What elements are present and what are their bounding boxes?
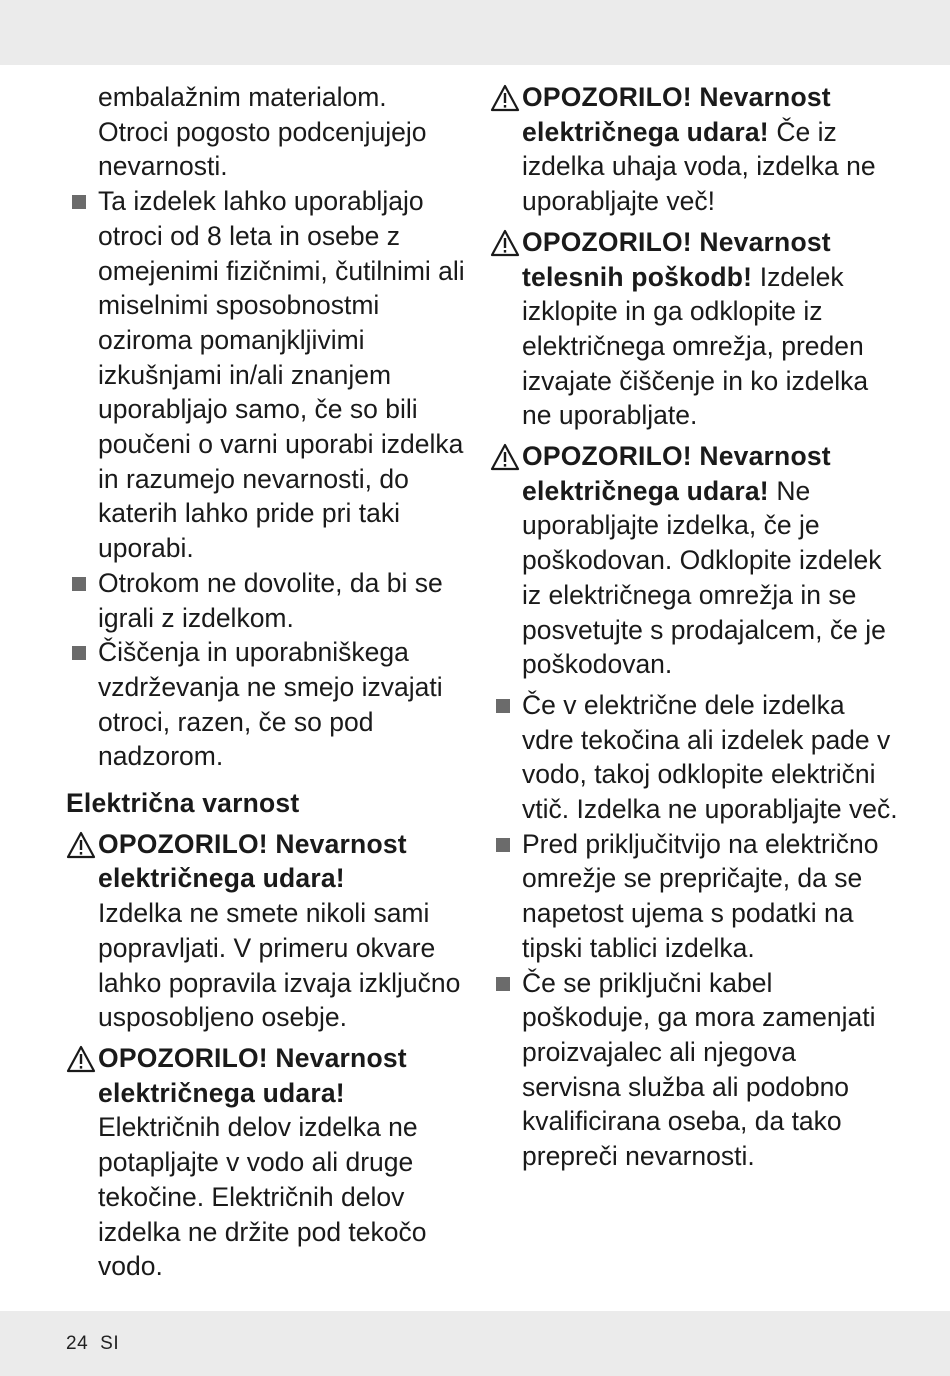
warning-block: [490, 225, 900, 433]
warning-triangle-icon: [490, 229, 520, 257]
section-heading: Električna varnost: [66, 788, 300, 819]
warning-text: Električnih delov izdelka ne potapljajte v vodo ali druge tekočine. Električnih delov izdelka ne držite pod tekočo vodo.: [98, 1112, 427, 1282]
warning-triangle-icon: [66, 1045, 96, 1073]
bullet-text: Če v električne dele izdelka vdre tekočina ali izdelek pade v vodo, takoj odklopite električni vtič. Izdelka ne uporabljajte več.: [522, 689, 898, 825]
square-bullet-icon: [496, 838, 510, 852]
bullet-text: Pred priključitvijo na električno omrežje se prepričajte, da se napetost ujema s podatki na tipski tablici izdelka.: [522, 828, 879, 963]
warning-text: Izdelek izklopite in ga odklopite iz električnega omrežja, preden izvajate čiščenje in ko izdelka ne uporabljate.: [522, 261, 869, 431]
intro-line: nevarnosti.: [98, 151, 228, 182]
right-column: [490, 80, 900, 1174]
warning-triangle-icon: [66, 831, 96, 859]
left-column: [66, 80, 466, 1290]
bullet-item: [66, 184, 466, 566]
bullet-item: [66, 635, 466, 774]
intro-line: embalažnim materialom.: [98, 82, 387, 112]
bullet-item: [490, 827, 900, 966]
intro-paragraph: [66, 80, 466, 184]
warning-triangle-icon: [490, 443, 520, 471]
warning-triangle-icon: [490, 84, 520, 112]
bullet-text: Ta izdelek lahko uporabljajo otroci od 8 leta in osebe z omejenimi fizičnimi, čutilnimi ali miselnimi sposobnostmi oziroma pomanjkljivimi izkušnjami in/ali znanjem uporabljajo samo, če so bili poučeni o varni uporabi izdelka in razumejo nevarnosti, do katerih lahko pride pri taki uporabi.: [98, 186, 465, 564]
bullet-text: Čiščenja in uporabniškega vzdrževanja ne smejo izvajati otroci, razen, če so pod nadzorom.: [98, 637, 443, 772]
warning-text: Ne uporabljajte izdelka, če je poškodovan. Odklopite izdelek iz električnega omrežja in se posvetujte s prodajalcem, če je poškodovan.: [522, 475, 886, 680]
warning-title: OPOZORILO! Nevarnost električnega udara!: [98, 828, 407, 894]
warning-title: OPOZORILO! Nevarnost električnega udara!: [522, 82, 831, 147]
warning-title: OPOZORILO! Nevarnost telesnih poškodb!: [522, 226, 831, 292]
bottom-band: [0, 1311, 950, 1376]
bullet-text: Če se priključni kabel poškoduje, ga mora zamenjati proizvajalec ali njegova servisna služba ali podobno kvalificirana oseba, da tako prepreči nevarnosti.: [522, 967, 876, 1172]
warning-text: Izdelka ne smete nikoli sami popravljati. V primeru okvare lahko popravila izvaja izključno usposobljeno osebje.: [98, 898, 461, 1033]
language-code: SI: [100, 1333, 120, 1354]
square-bullet-icon: [72, 577, 86, 591]
warning-block: [490, 439, 900, 682]
square-bullet-icon: [496, 977, 510, 991]
bullet-item: [66, 566, 466, 635]
square-bullet-icon: [496, 699, 510, 713]
page-number: 24: [66, 1333, 89, 1354]
warning-block: [490, 80, 900, 219]
bullet-text: Otrokom ne dovolite, da bi se igrali z izdelkom.: [98, 567, 443, 633]
warning-block: [66, 1041, 466, 1284]
intro-line: Otroci pogosto podcenjujejo: [98, 116, 427, 147]
warning-block: [66, 827, 466, 1035]
bullet-item: [490, 966, 900, 1174]
square-bullet-icon: [72, 195, 86, 209]
warning-title: OPOZORILO! Nevarnost električnega udara!: [98, 1042, 407, 1108]
page-footer: [66, 1333, 119, 1355]
bullet-item: [490, 688, 900, 827]
warning-title: OPOZORILO! Nevarnost električnega udara!: [522, 441, 831, 506]
top-band: [0, 0, 950, 65]
square-bullet-icon: [72, 646, 86, 660]
warning-text: Če iz izdelka uhaja voda, izdelka ne uporabljajte več!: [522, 116, 876, 217]
